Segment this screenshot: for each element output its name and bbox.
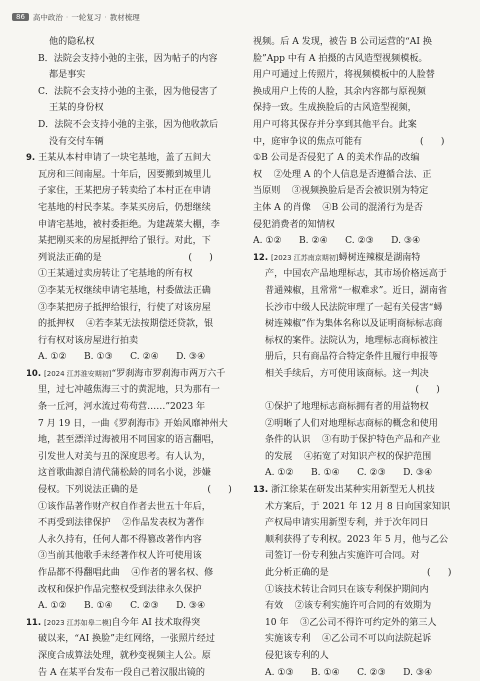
text-line bbox=[26, 233, 236, 250]
line-text: 里，过七冲越焦海三寸的黄泥地，只为那有一 bbox=[38, 385, 220, 396]
source-tag: [2023 江苏如皋二模] bbox=[44, 618, 112, 627]
text-line bbox=[26, 100, 236, 117]
text-line bbox=[26, 482, 236, 499]
line-text: 没有交付车辆 bbox=[49, 136, 104, 147]
line-text: 这首歌曲源自清代蒲松龄的同名小说，涉嫌 bbox=[38, 468, 211, 479]
text-line bbox=[26, 499, 236, 516]
line-text: ②李某无权继续申请宅基地，村委做法正确 bbox=[38, 285, 211, 296]
text-line bbox=[253, 416, 465, 433]
text-line bbox=[253, 366, 465, 383]
line-text: ③李某把房子抵押给银行，行使了对该房屋 bbox=[38, 302, 211, 313]
line-text: 不再受到法律保护 ②作品发表权为著作 bbox=[38, 518, 205, 529]
text-line bbox=[26, 465, 236, 482]
text-line bbox=[253, 565, 465, 582]
line-text: 列说法正确的是 ( ) bbox=[38, 252, 213, 263]
text-line bbox=[253, 515, 465, 532]
line-text: ①B 公司是否侵犯了 A 的美术作品的改编 bbox=[253, 153, 420, 164]
text-line bbox=[253, 100, 465, 117]
line-text: 子家住，王某把房子转卖给了本村正在申请 bbox=[38, 186, 211, 197]
text-line bbox=[253, 582, 465, 599]
line-text: 人永久持有，任何人都不得篡改著作内容 bbox=[38, 534, 202, 545]
text-line bbox=[26, 300, 236, 317]
question-line bbox=[253, 250, 465, 267]
line-text: 主体 A 的肖像 ④B 公司的混淆行为是否 bbox=[253, 202, 423, 213]
line-text: 的发展 ④拓宽了对知识产权的保护范围 bbox=[265, 451, 432, 462]
line-text: 此分析正确的是 ( ) bbox=[265, 568, 452, 578]
text-line bbox=[253, 499, 465, 516]
line-text: A. ①② B. ②④ C. ②③ D. ③④ bbox=[253, 236, 421, 247]
text-line bbox=[26, 648, 236, 665]
text-line bbox=[26, 117, 236, 134]
line-text: 换成用户上传的人脸，其余内容都与原视频 bbox=[253, 86, 426, 97]
text-line bbox=[26, 67, 236, 84]
line-text: “罗刹海市罗刹海市两万六千 bbox=[111, 368, 226, 379]
line-text: 用户可通过上传照片，将视频模板中的人脸替 bbox=[253, 70, 435, 81]
line-text: 7 月 19 日，一曲《罗刹海市》开始风靡神州大 bbox=[38, 418, 228, 429]
text-line bbox=[26, 532, 236, 549]
text-line bbox=[253, 432, 465, 449]
line-text: 他的隐私权 bbox=[49, 37, 95, 47]
text-line bbox=[26, 548, 236, 565]
line-text: 地，甚至漂洋过海被用不同国家的语言翻唱， bbox=[38, 435, 220, 446]
text-line bbox=[26, 333, 236, 350]
line-text: 告 A 在某平台发布一段自己着汉服出镜的 bbox=[38, 667, 205, 678]
line-text: ①保护了地理标志商标拥有者的用益物权 bbox=[265, 402, 429, 413]
line-text: 行有权对该房屋进行拍卖 bbox=[38, 335, 139, 346]
line-text: ①该作品著作财产权自作者去世五十年后， bbox=[38, 501, 211, 512]
line-text: 深度合成算法处理，就秒变视频主人公。原 bbox=[38, 650, 211, 661]
line-text: ③当前其他歌手未经著作权人许可使用该 bbox=[38, 551, 202, 562]
line-text: D．法院不会支持小弛的主张，因为他收款后 bbox=[38, 119, 219, 130]
text-line bbox=[26, 598, 236, 615]
line-text: 都是事实 bbox=[49, 70, 86, 81]
text-line bbox=[26, 167, 236, 184]
line-text: 用户可将其保存并分享到其他平台。此案 bbox=[253, 119, 417, 130]
header-separator: · bbox=[65, 12, 69, 22]
line-text: 当原则 ③视频换脸后是否会被识别为特定 bbox=[253, 186, 429, 197]
text-line bbox=[26, 51, 236, 68]
line-text: 册后，只有商品符合特定条件且履行申报等 bbox=[265, 352, 438, 363]
text-line bbox=[253, 349, 465, 366]
line-text: A. ①② B. ①③ C. ②④ D. ③④ bbox=[38, 352, 206, 363]
line-text: 有效 ②该专利实施许可合同的有效期为 bbox=[265, 601, 432, 612]
text-line bbox=[26, 631, 236, 648]
line-text: 瓦房和三间南屋。十年后，因要搬到城里儿 bbox=[38, 169, 211, 180]
line-text: A. ①③ B. ①④ C. ②③ D. ③④ bbox=[265, 667, 433, 678]
question-number: 9. bbox=[26, 153, 39, 164]
line-text: 侵犯该专利的人 bbox=[265, 650, 329, 661]
line-text: B．法院会支持小弛的主张，因为帖子的内容 bbox=[38, 53, 218, 64]
question-line bbox=[26, 366, 236, 383]
text-line bbox=[26, 565, 236, 582]
line-text: 自今年 AI 技术取得突 bbox=[111, 617, 201, 628]
line-text: 脸”App 中有 A 拍摄的古风造型视频模板。 bbox=[253, 53, 428, 64]
source-tag: [2023 江苏南京期初] bbox=[271, 253, 339, 262]
line-text: C．法院不会支持小弛的主张，因为他侵害了 bbox=[38, 86, 218, 97]
line-text: 改权和保护作品完整权受到法律永久保护 bbox=[38, 584, 202, 595]
text-line bbox=[253, 316, 465, 333]
line-text: 相关手续后，方可使用该商标。这一判决 bbox=[265, 368, 429, 379]
text-line bbox=[253, 134, 465, 151]
question-line bbox=[26, 615, 236, 632]
line-text: 保持一致。生成换脸后的古风造型视频， bbox=[253, 103, 417, 114]
line-text: 条件的认识 ③有助于保护特色产品和产业 bbox=[265, 435, 441, 446]
line-text: 王某的身份权 bbox=[49, 103, 104, 114]
line-text: 侵权。下列说法正确的是 ( ) bbox=[38, 485, 232, 496]
line-text: 10 年 ③乙公司不得许可约定外的第三人 bbox=[265, 617, 437, 628]
line-text: 权 ②处理 A 的个人信息是否遵循合法、正 bbox=[253, 169, 432, 180]
line-text: 某把刚买来的房屋抵押给了银行。对此，下 bbox=[38, 236, 211, 247]
text-line bbox=[26, 84, 236, 101]
text-line bbox=[253, 648, 465, 665]
text-line bbox=[253, 449, 465, 466]
text-line bbox=[253, 598, 465, 615]
line-text: 长沙市中级人民法院审理了一起有关侵害“蟳 bbox=[265, 302, 443, 313]
text-line bbox=[253, 34, 465, 51]
text-line bbox=[253, 333, 465, 350]
line-text: 中，庭审争议的焦点可能有 ( ) bbox=[253, 136, 445, 147]
text-line bbox=[253, 300, 465, 317]
text-line bbox=[253, 84, 465, 101]
text-line bbox=[253, 615, 465, 632]
text-line bbox=[26, 283, 236, 300]
text-line bbox=[253, 217, 465, 234]
text-line bbox=[253, 399, 465, 416]
source-tag: [2024 江苏淮安期初] bbox=[44, 369, 112, 378]
text-line bbox=[253, 183, 465, 200]
line-text: ( ) bbox=[265, 385, 440, 396]
line-text: 蟳树连辣椒是湖南特 bbox=[338, 252, 421, 263]
page-number: 86 bbox=[12, 13, 29, 21]
line-text: 宅基地的村民李某。李某买房后，仍想继续 bbox=[38, 202, 211, 213]
line-text: 引发世人对美与丑的深度思考。有人认为， bbox=[38, 451, 211, 462]
line-text: 作品都不得翻唱此曲 ④作者的署名权、修 bbox=[38, 568, 214, 578]
text-line bbox=[253, 167, 465, 184]
question-number: 12. bbox=[253, 252, 272, 263]
question-line bbox=[253, 482, 465, 499]
text-line bbox=[26, 665, 236, 681]
text-line bbox=[253, 532, 465, 549]
line-text: 顺利获得了专利权。2023 年 5 月，他与乙公 bbox=[265, 534, 449, 545]
text-line bbox=[253, 200, 465, 217]
text-line bbox=[26, 266, 236, 283]
text-line bbox=[26, 134, 236, 151]
line-text: ①王某通过卖房转让了宅基地的所有权 bbox=[38, 269, 193, 280]
line-text: ②明晰了人们对地理标志商标的概念和使用 bbox=[265, 418, 438, 429]
question-line bbox=[26, 150, 236, 167]
text-line bbox=[253, 631, 465, 648]
line-text: 申请宅基地，被村委拒绝。为建蔬菜大棚，李 bbox=[38, 219, 220, 230]
question-number: 11. bbox=[26, 617, 45, 628]
section-name: 教材梳理 bbox=[109, 12, 140, 22]
text-line bbox=[26, 183, 236, 200]
line-text: 条一丘河，河水流过苟苟营……”2023 年 bbox=[38, 402, 206, 413]
line-text: 王某从本村申请了一块宅基地，盖了五间大 bbox=[38, 153, 211, 164]
line-text: 视频。后 A 发现，被告 B 公司运营的“AI 换 bbox=[253, 37, 432, 47]
text-line bbox=[26, 250, 236, 267]
line-text: 侵犯消费者的知情权 bbox=[253, 219, 335, 230]
line-text: ①该技术转让合同只在该专利保护期间内 bbox=[265, 584, 429, 595]
text-line bbox=[253, 283, 465, 300]
line-text: A. ①② B. ①④ C. ②③ D. ③④ bbox=[38, 601, 206, 612]
text-line bbox=[26, 449, 236, 466]
line-text: 破以来，“AI 换脸”走红网络，一张照片经过 bbox=[38, 634, 215, 645]
line-text: 术方案后，于 2021 年 12 月 8 日向国家知识 bbox=[265, 501, 451, 512]
text-line bbox=[26, 432, 236, 449]
line-text: 的抵押权 ④若李某无法按期偿还贷款，银 bbox=[38, 319, 214, 330]
page-header bbox=[12, 10, 468, 24]
text-line bbox=[253, 465, 465, 482]
text-line bbox=[26, 515, 236, 532]
text-line bbox=[253, 150, 465, 167]
text-line bbox=[253, 266, 465, 283]
text-line bbox=[26, 349, 236, 366]
text-line bbox=[253, 548, 465, 565]
text-line bbox=[253, 233, 465, 250]
text-line bbox=[26, 582, 236, 599]
text-line bbox=[26, 217, 236, 234]
line-text: 树连辣椒”作为集体名称以及证明商标标志商 bbox=[265, 319, 443, 330]
text-line bbox=[253, 665, 465, 681]
question-number: 13. bbox=[253, 485, 272, 496]
line-text: 标权的案件。法院认为，地理标志商标被注 bbox=[265, 335, 438, 346]
text-line bbox=[253, 51, 465, 68]
text-line bbox=[253, 382, 465, 399]
line-text: 普通辣椒，且常常“一椒难求”。近日，湖南省 bbox=[265, 285, 448, 296]
text-line bbox=[253, 117, 465, 134]
line-text: 产权局申请实用新型专利，并于次年同日 bbox=[265, 518, 429, 529]
line-text: 浙江徐某在研发出某种实用新型无人机技 bbox=[271, 485, 435, 496]
text-line bbox=[26, 34, 236, 51]
text-line bbox=[253, 67, 465, 84]
line-text: 司签订一份专利独占实施许可合同。对 bbox=[265, 551, 420, 562]
text-line bbox=[26, 316, 236, 333]
line-text: 产，中国农产品地理标志，其市场价格远高于 bbox=[265, 269, 447, 280]
left-column bbox=[26, 34, 236, 681]
brand-name: 一轮复习 bbox=[71, 12, 102, 22]
header-separator: · bbox=[104, 12, 107, 22]
text-line bbox=[26, 200, 236, 217]
text-line bbox=[26, 416, 236, 433]
text-line bbox=[26, 399, 236, 416]
right-column bbox=[253, 34, 465, 681]
question-number: 10. bbox=[26, 368, 45, 379]
text-line bbox=[26, 382, 236, 399]
line-text: 实施该专利 ④乙公司不可以向法院起诉 bbox=[265, 634, 432, 645]
line-text: A. ①② B. ①④ C. ②③ D. ③④ bbox=[265, 468, 433, 479]
subject-title: 高中政治 bbox=[32, 12, 63, 22]
